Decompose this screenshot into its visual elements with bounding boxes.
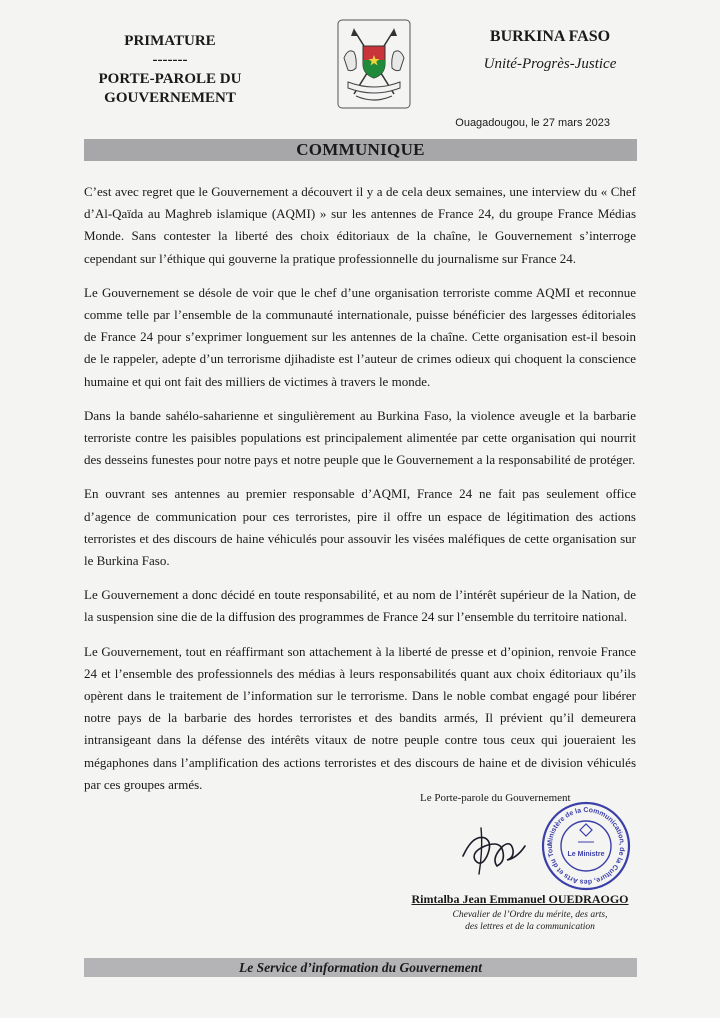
paragraph: Le Gouvernement se désole de voir que le chef d’une organisation terroriste comme AQMI et reconnue comme telle par l’ensemble de la communauté internationale, puisse bénéficier des largesses éditoriales de France 24 pour s’exprimer longuement sur les antennes de la chaîne. Cette organisation est-il besoin de le rappeler, adepte d’un terrorisme djihadiste est l’auteur de crimes odieux qui choquent la conscience humaine et qui ont fait des milliers de victimes à travers le monde.	[84, 284, 636, 389]
communique-body	[84, 181, 636, 808]
paragraph: Le Gouvernement a donc décidé en toute responsabilité, et au nom de l’intérêt supérieur de la Nation, de la suspension sine die de la diffusion des programmes de France 24 sur l’ensemble du territoire national.	[84, 587, 636, 625]
handwritten-signature	[455, 818, 545, 878]
paragraph: C’est avec regret que le Gouvernement a découvert il y a de cela deux semaines, une interview du « Chef d’Al-Qaïda au Maghreb islamique (AQMI) » sur les antennes de France 24, du groupe France Médias Monde. Sans contester la liberté des choix éditoriaux de la chaîne, le Gouvernement s’interroge cependant sur l’éthique qui gouverne la pratique professionnelle du journalisme sur France 24.	[84, 184, 636, 266]
stamp-text: Ministère de la Communication, de la Culture, des Arts et du Tou	[546, 806, 626, 886]
paragraph: Dans la bande sahélo-saharienne et singulièrement au Burkina Faso, la violence aveugle et la barbarie terroriste contre les paisibles populations est principalement alimentée par cette organisation qui nourrit des desseins funestes pour notre pays et notre peuple que le Gouvernement a la responsabilité de protéger.	[84, 407, 636, 468]
issuer-office-cont: GOUVERNEMENT	[104, 90, 236, 106]
footer-text: Le Service d’information du Gouvernement	[239, 960, 482, 975]
issuer-primature: PRIMATURE	[124, 33, 216, 49]
signatory-title-line2: des lettres et de la communication	[465, 922, 595, 932]
national-motto: Unité-Progrès-Justice	[483, 56, 617, 72]
title-bar	[84, 139, 637, 161]
issuer-block	[60, 32, 280, 108]
paragraph: En ouvrant ses antennes au premier responsable d’AQMI, France 24 ne fait pas seulement office d’agence de communication pour ces terroristes, pire il offre un espace de légitimation des actions terroristes et des discours de haine véhiculés pour assouvir les visées maléfiques de cette organisation sur le Burkina Faso.	[84, 486, 636, 569]
signatory-title-line1: Chevalier de l’Ordre du mérite, des arts,	[452, 910, 608, 920]
paragraph: Le Gouvernement, tout en réaffirmant son attachement à la liberté de presse et d’opinion, renvoie France 24 et l’ensemble des professionnels des médias à leurs responsabilités quant aux choix éditoriaux qu’ils opèrent dans le traitement de l’information sur le terrorisme. Dans le noble combat engagé pour libérer notre pays de la barbarie des hordes terroristes et des bandits armés, Il prévient qu’il demeurera intransigeant dans la défense des intérêts vitaux de notre peuple contre tous ceux qui joueraient les mégaphones dans l’amplification des actions terroristes et des discours de haine et de division véhiculés par ces groupes armés.	[84, 643, 636, 792]
footer-bar	[84, 958, 637, 977]
issuer-office: PORTE-PAROLE DU	[98, 71, 242, 87]
signatory-name: Rimtalba Jean Emmanuel OUEDRAOGO	[411, 892, 629, 906]
country-name: BURKINA FASO	[489, 28, 611, 45]
signatory-title	[430, 909, 630, 933]
coat-of-arms-icon	[336, 18, 412, 110]
document-date: Ouagadougou, le 27 mars 2023	[455, 117, 610, 129]
issuer-separator: -------	[152, 52, 188, 68]
official-stamp	[540, 800, 632, 892]
signatory-role: Le Porte-parole du Gouvernement	[420, 792, 571, 804]
document-title: COMMUNIQUE	[296, 140, 425, 159]
country-block	[440, 28, 660, 73]
stamp-center-label: Le Ministre	[567, 851, 605, 858]
